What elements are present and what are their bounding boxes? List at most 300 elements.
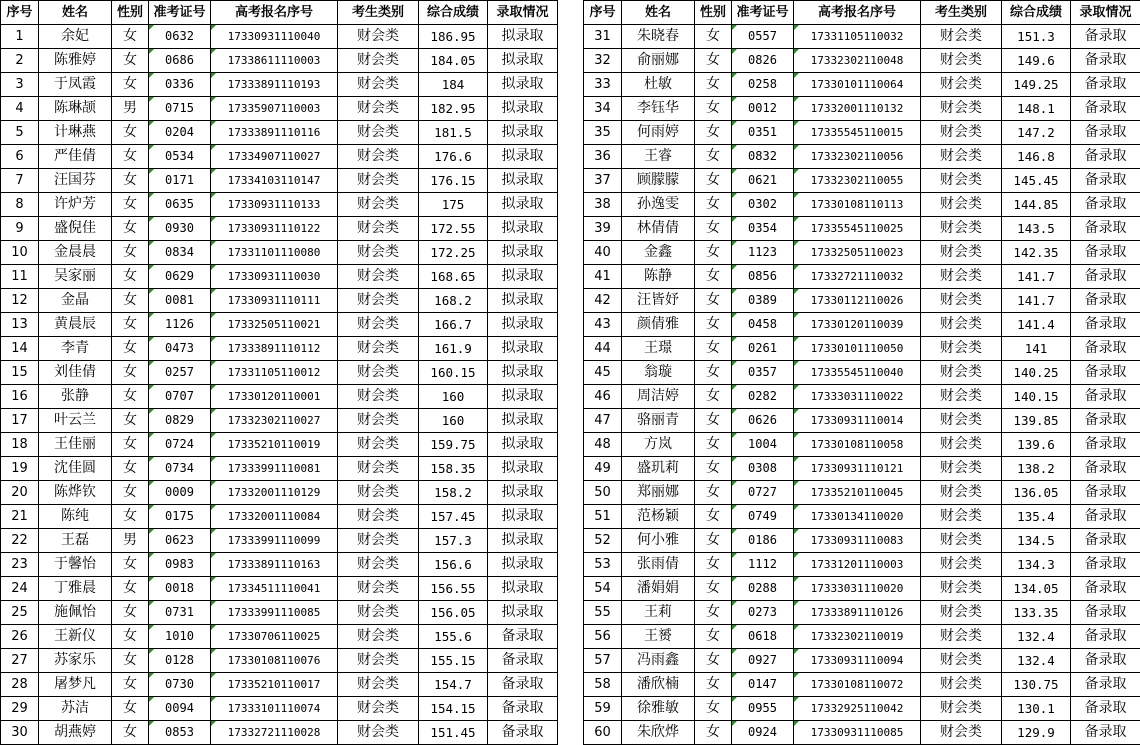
header-name: 姓名 (39, 1, 112, 25)
cell-category: 财会类 (921, 49, 1002, 73)
cell-seq: 40 (584, 241, 622, 265)
cell-score: 130.75 (1002, 673, 1071, 697)
cell-name: 苏家乐 (39, 649, 112, 673)
cell-name: 翁璇 (622, 361, 695, 385)
table-row (584, 145, 1140, 169)
cell-exam-reg-no: 17330101110064 (794, 73, 921, 97)
cell-seq: 60 (584, 721, 622, 745)
cell-exam-reg-no: 17332505110023 (794, 241, 921, 265)
cell-seq: 46 (584, 385, 622, 409)
cell-gender: 女 (695, 145, 732, 169)
cell-category: 财会类 (338, 121, 419, 145)
cell-score: 141.4 (1002, 313, 1071, 337)
cell-score: 129.9 (1002, 721, 1071, 745)
cell-exam-reg-no: 17330931110030 (211, 265, 338, 289)
cell-exam-reg-no: 17330134110020 (794, 505, 921, 529)
cell-category: 财会类 (921, 361, 1002, 385)
cell-gender: 女 (695, 553, 732, 577)
header-score: 综合成绩 (1002, 1, 1071, 25)
cell-ticket-no: 0715 (149, 97, 211, 121)
cell-gender: 女 (695, 697, 732, 721)
cell-ticket-no: 0081 (149, 289, 211, 313)
cell-category: 财会类 (921, 601, 1002, 625)
cell-seq: 17 (1, 409, 39, 433)
cell-category: 财会类 (921, 553, 1002, 577)
cell-status: 备录取 (488, 625, 558, 649)
cell-gender: 女 (695, 361, 732, 385)
cell-category: 财会类 (338, 697, 419, 721)
cell-status: 备录取 (1071, 721, 1140, 745)
cell-gender: 女 (112, 481, 149, 505)
cell-score: 156.6 (419, 553, 488, 577)
cell-ticket-no: 0829 (149, 409, 211, 433)
cell-status: 备录取 (1071, 289, 1140, 313)
table-row (1, 25, 558, 49)
cell-status: 备录取 (1071, 577, 1140, 601)
cell-score: 158.2 (419, 481, 488, 505)
cell-ticket-no: 1112 (732, 553, 794, 577)
cell-exam-reg-no: 17338611110003 (211, 49, 338, 73)
table-row (584, 97, 1140, 121)
cell-name: 汪国芬 (39, 169, 112, 193)
cell-gender: 女 (112, 649, 149, 673)
cell-category: 财会类 (338, 289, 419, 313)
cell-seq: 19 (1, 457, 39, 481)
cell-ticket-no: 0983 (149, 553, 211, 577)
cell-category: 财会类 (338, 313, 419, 337)
cell-gender: 女 (112, 193, 149, 217)
cell-seq: 9 (1, 217, 39, 241)
cell-ticket-no: 0731 (149, 601, 211, 625)
cell-category: 财会类 (338, 601, 419, 625)
cell-ticket-no: 0308 (732, 457, 794, 481)
cell-seq: 49 (584, 457, 622, 481)
cell-score: 160 (419, 409, 488, 433)
cell-seq: 4 (1, 97, 39, 121)
cell-name: 颜倩雅 (622, 313, 695, 337)
cell-ticket-no: 0261 (732, 337, 794, 361)
cell-name: 张静 (39, 385, 112, 409)
cell-gender: 女 (112, 601, 149, 625)
cell-ticket-no: 0727 (732, 481, 794, 505)
cell-category: 财会类 (921, 337, 1002, 361)
cell-exam-reg-no: 17332721110028 (211, 721, 338, 745)
cell-status: 拟录取 (488, 577, 558, 601)
cell-name: 潘娟娟 (622, 577, 695, 601)
cell-gender: 女 (112, 73, 149, 97)
table-row (1, 721, 558, 745)
cell-status: 拟录取 (488, 529, 558, 553)
cell-seq: 51 (584, 505, 622, 529)
cell-name: 于凤霞 (39, 73, 112, 97)
cell-gender: 女 (695, 577, 732, 601)
cell-score: 154.15 (419, 697, 488, 721)
header-exam-reg-no: 高考报名序号 (211, 1, 338, 25)
cell-gender: 女 (695, 241, 732, 265)
cell-exam-reg-no: 17330931110040 (211, 25, 338, 49)
table-row (584, 73, 1140, 97)
cell-score: 176.6 (419, 145, 488, 169)
cell-ticket-no: 0336 (149, 73, 211, 97)
cell-ticket-no: 0354 (732, 217, 794, 241)
cell-gender: 女 (112, 169, 149, 193)
cell-score: 135.4 (1002, 505, 1071, 529)
cell-seq: 42 (584, 289, 622, 313)
cell-name: 王赟 (622, 625, 695, 649)
cell-category: 财会类 (921, 673, 1002, 697)
cell-category: 财会类 (921, 265, 1002, 289)
cell-category: 财会类 (338, 553, 419, 577)
cell-status: 拟录取 (488, 193, 558, 217)
cell-gender: 女 (695, 481, 732, 505)
cell-gender: 女 (112, 361, 149, 385)
cell-name: 陈雅婷 (39, 49, 112, 73)
cell-score: 133.35 (1002, 601, 1071, 625)
cell-score: 147.2 (1002, 121, 1071, 145)
header-category: 考生类别 (921, 1, 1002, 25)
cell-exam-reg-no: 17332721110032 (794, 265, 921, 289)
cell-ticket-no: 1004 (732, 433, 794, 457)
cell-name: 朱欣烨 (622, 721, 695, 745)
cell-gender: 女 (695, 217, 732, 241)
cell-category: 财会类 (921, 289, 1002, 313)
cell-status: 备录取 (1071, 337, 1140, 361)
cell-category: 财会类 (921, 193, 1002, 217)
cell-name: 张雨倩 (622, 553, 695, 577)
cell-ticket-no: 0730 (149, 673, 211, 697)
table-row (584, 721, 1140, 745)
cell-seq: 53 (584, 553, 622, 577)
cell-status: 拟录取 (488, 241, 558, 265)
cell-name: 何小雅 (622, 529, 695, 553)
cell-seq: 58 (584, 673, 622, 697)
cell-ticket-no: 0012 (732, 97, 794, 121)
cell-category: 财会类 (921, 481, 1002, 505)
cell-category: 财会类 (338, 385, 419, 409)
header-ticket-no: 准考证号 (149, 1, 211, 25)
table-row (584, 25, 1140, 49)
cell-exam-reg-no: 17333991110099 (211, 529, 338, 553)
table-row (1, 409, 558, 433)
cell-ticket-no: 1123 (732, 241, 794, 265)
cell-exam-reg-no: 17332001110132 (794, 97, 921, 121)
table-row (584, 409, 1140, 433)
cell-category: 财会类 (338, 169, 419, 193)
cell-ticket-no: 0834 (149, 241, 211, 265)
cell-gender: 女 (695, 337, 732, 361)
cell-status: 拟录取 (488, 265, 558, 289)
cell-score: 134.5 (1002, 529, 1071, 553)
cell-exam-reg-no: 17334907110027 (211, 145, 338, 169)
cell-gender: 女 (695, 601, 732, 625)
cell-score: 144.85 (1002, 193, 1071, 217)
header-row (1, 1, 558, 25)
results-table-left (0, 0, 558, 745)
table-row (1, 649, 558, 673)
cell-category: 财会类 (921, 505, 1002, 529)
cell-ticket-no: 0621 (732, 169, 794, 193)
cell-name: 李钰华 (622, 97, 695, 121)
cell-status: 备录取 (1071, 649, 1140, 673)
cell-gender: 女 (695, 457, 732, 481)
cell-ticket-no: 0186 (732, 529, 794, 553)
cell-ticket-no: 0734 (149, 457, 211, 481)
cell-category: 财会类 (338, 433, 419, 457)
cell-seq: 20 (1, 481, 39, 505)
cell-exam-reg-no: 17330101110050 (794, 337, 921, 361)
cell-gender: 女 (112, 697, 149, 721)
table-row (584, 577, 1140, 601)
cell-name: 胡燕婷 (39, 721, 112, 745)
table-row (584, 505, 1140, 529)
cell-exam-reg-no: 17332302110056 (794, 145, 921, 169)
cell-exam-reg-no: 17334103110147 (211, 169, 338, 193)
table-row (584, 313, 1140, 337)
cell-score: 148.1 (1002, 97, 1071, 121)
cell-category: 财会类 (338, 337, 419, 361)
cell-gender: 女 (695, 529, 732, 553)
cell-name: 骆丽青 (622, 409, 695, 433)
table-row (584, 385, 1140, 409)
cell-category: 财会类 (921, 385, 1002, 409)
cell-gender: 女 (112, 673, 149, 697)
table-row (584, 169, 1140, 193)
cell-gender: 女 (112, 553, 149, 577)
table-row (1, 697, 558, 721)
cell-gender: 女 (695, 505, 732, 529)
cell-name: 王璟 (622, 337, 695, 361)
cell-name: 盛倪佳 (39, 217, 112, 241)
cell-score: 157.3 (419, 529, 488, 553)
table-row (1, 241, 558, 265)
cell-exam-reg-no: 17333891110193 (211, 73, 338, 97)
cell-gender: 女 (112, 313, 149, 337)
cell-score: 141.7 (1002, 265, 1071, 289)
cell-status: 备录取 (488, 649, 558, 673)
cell-gender: 女 (695, 409, 732, 433)
cell-exam-reg-no: 17333031110020 (794, 577, 921, 601)
cell-score: 184.05 (419, 49, 488, 73)
table-row (1, 577, 558, 601)
cell-name: 吴家丽 (39, 265, 112, 289)
cell-score: 149.6 (1002, 49, 1071, 73)
cell-seq: 31 (584, 25, 622, 49)
table-row (584, 697, 1140, 721)
cell-score: 160.15 (419, 361, 488, 385)
cell-seq: 27 (1, 649, 39, 673)
cell-exam-reg-no: 17330931110122 (211, 217, 338, 241)
cell-name: 计琳燕 (39, 121, 112, 145)
cell-seq: 18 (1, 433, 39, 457)
cell-gender: 女 (112, 409, 149, 433)
cell-status: 备录取 (1071, 553, 1140, 577)
cell-exam-reg-no: 17330706110025 (211, 625, 338, 649)
cell-score: 181.5 (419, 121, 488, 145)
cell-exam-reg-no: 17333031110022 (794, 385, 921, 409)
table-row (584, 241, 1140, 265)
cell-score: 156.05 (419, 601, 488, 625)
cell-seq: 43 (584, 313, 622, 337)
table-row (1, 289, 558, 313)
cell-seq: 47 (584, 409, 622, 433)
cell-exam-reg-no: 17331105110032 (794, 25, 921, 49)
cell-exam-reg-no: 17330931110111 (211, 289, 338, 313)
cell-status: 备录取 (1071, 25, 1140, 49)
cell-status: 拟录取 (488, 433, 558, 457)
cell-seq: 14 (1, 337, 39, 361)
cell-gender: 女 (695, 313, 732, 337)
cell-ticket-no: 0534 (149, 145, 211, 169)
cell-name: 郑丽娜 (622, 481, 695, 505)
cell-status: 拟录取 (488, 145, 558, 169)
table-row (584, 217, 1140, 241)
cell-gender: 女 (695, 169, 732, 193)
cell-category: 财会类 (338, 73, 419, 97)
cell-name: 屠梦凡 (39, 673, 112, 697)
cell-gender: 女 (112, 121, 149, 145)
cell-seq: 34 (584, 97, 622, 121)
cell-exam-reg-no: 17332001110129 (211, 481, 338, 505)
cell-gender: 女 (695, 97, 732, 121)
cell-seq: 45 (584, 361, 622, 385)
cell-name: 陈琳颉 (39, 97, 112, 121)
table-row (1, 169, 558, 193)
table-row (1, 217, 558, 241)
cell-gender: 女 (695, 289, 732, 313)
cell-category: 财会类 (338, 25, 419, 49)
cell-seq: 50 (584, 481, 622, 505)
cell-gender: 男 (112, 529, 149, 553)
header-row (584, 1, 1140, 25)
cell-category: 财会类 (338, 577, 419, 601)
cell-score: 175 (419, 193, 488, 217)
cell-seq: 28 (1, 673, 39, 697)
cell-seq: 54 (584, 577, 622, 601)
cell-ticket-no: 0853 (149, 721, 211, 745)
cell-category: 财会类 (921, 649, 1002, 673)
cell-name: 金晶 (39, 289, 112, 313)
cell-exam-reg-no: 17333991110085 (211, 601, 338, 625)
cell-category: 财会类 (921, 721, 1002, 745)
cell-score: 154.7 (419, 673, 488, 697)
cell-status: 拟录取 (488, 97, 558, 121)
cell-seq: 59 (584, 697, 622, 721)
cell-status: 拟录取 (488, 601, 558, 625)
cell-category: 财会类 (338, 721, 419, 745)
cell-name: 朱晓春 (622, 25, 695, 49)
cell-exam-reg-no: 17330931110133 (211, 193, 338, 217)
cell-exam-reg-no: 17333891110163 (211, 553, 338, 577)
table-row (1, 673, 558, 697)
cell-status: 备录取 (1071, 697, 1140, 721)
cell-score: 168.2 (419, 289, 488, 313)
cell-category: 财会类 (338, 217, 419, 241)
cell-status: 备录取 (1071, 625, 1140, 649)
cell-seq: 21 (1, 505, 39, 529)
cell-name: 王莉 (622, 601, 695, 625)
header-exam-reg-no: 高考报名序号 (794, 1, 921, 25)
table-row (584, 625, 1140, 649)
cell-category: 财会类 (921, 313, 1002, 337)
table-row (584, 361, 1140, 385)
cell-seq: 25 (1, 601, 39, 625)
cell-gender: 女 (695, 25, 732, 49)
cell-name: 陈纯 (39, 505, 112, 529)
cell-ticket-no: 0288 (732, 577, 794, 601)
cell-ticket-no: 0924 (732, 721, 794, 745)
table-row (1, 505, 558, 529)
cell-exam-reg-no: 17334511110041 (211, 577, 338, 601)
table-row (1, 457, 558, 481)
cell-name: 叶云兰 (39, 409, 112, 433)
cell-seq: 5 (1, 121, 39, 145)
cell-ticket-no: 0094 (149, 697, 211, 721)
header-seq: 序号 (1, 1, 39, 25)
cell-score: 151.45 (419, 721, 488, 745)
table-row (584, 601, 1140, 625)
table-row (1, 553, 558, 577)
table-row (1, 121, 558, 145)
header-name: 姓名 (622, 1, 695, 25)
cell-ticket-no: 0623 (149, 529, 211, 553)
cell-ticket-no: 0927 (732, 649, 794, 673)
cell-category: 财会类 (338, 673, 419, 697)
cell-name: 王磊 (39, 529, 112, 553)
cell-status: 拟录取 (488, 385, 558, 409)
cell-status: 备录取 (1071, 433, 1140, 457)
cell-exam-reg-no: 17332302110048 (794, 49, 921, 73)
table-row (584, 265, 1140, 289)
cell-ticket-no: 0832 (732, 145, 794, 169)
cell-score: 160 (419, 385, 488, 409)
cell-seq: 24 (1, 577, 39, 601)
cell-category: 财会类 (338, 625, 419, 649)
cell-category: 财会类 (338, 49, 419, 73)
cell-ticket-no: 0856 (732, 265, 794, 289)
cell-category: 财会类 (921, 73, 1002, 97)
cell-name: 杜敏 (622, 73, 695, 97)
cell-score: 184 (419, 73, 488, 97)
cell-status: 备录取 (1071, 529, 1140, 553)
cell-ticket-no: 1010 (149, 625, 211, 649)
cell-status: 拟录取 (488, 73, 558, 97)
cell-gender: 女 (112, 265, 149, 289)
cell-exam-reg-no: 17331101110080 (211, 241, 338, 265)
cell-status: 备录取 (488, 721, 558, 745)
cell-gender: 女 (695, 49, 732, 73)
cell-score: 166.7 (419, 313, 488, 337)
cell-gender: 女 (695, 265, 732, 289)
cell-name: 严佳倩 (39, 145, 112, 169)
cell-ticket-no: 0351 (732, 121, 794, 145)
cell-ticket-no: 1126 (149, 313, 211, 337)
cell-gender: 女 (695, 721, 732, 745)
cell-name: 徐雅敏 (622, 697, 695, 721)
cell-exam-reg-no: 17332001110084 (211, 505, 338, 529)
cell-status: 备录取 (1071, 241, 1140, 265)
cell-seq: 30 (1, 721, 39, 745)
cell-category: 财会类 (921, 625, 1002, 649)
cell-name: 金鑫 (622, 241, 695, 265)
cell-exam-reg-no: 17333891110112 (211, 337, 338, 361)
cell-name: 范杨颖 (622, 505, 695, 529)
cell-name: 林倩倩 (622, 217, 695, 241)
cell-status: 备录取 (1071, 193, 1140, 217)
cell-status: 拟录取 (488, 121, 558, 145)
cell-gender: 女 (112, 241, 149, 265)
cell-score: 156.55 (419, 577, 488, 601)
cell-name: 陈静 (622, 265, 695, 289)
